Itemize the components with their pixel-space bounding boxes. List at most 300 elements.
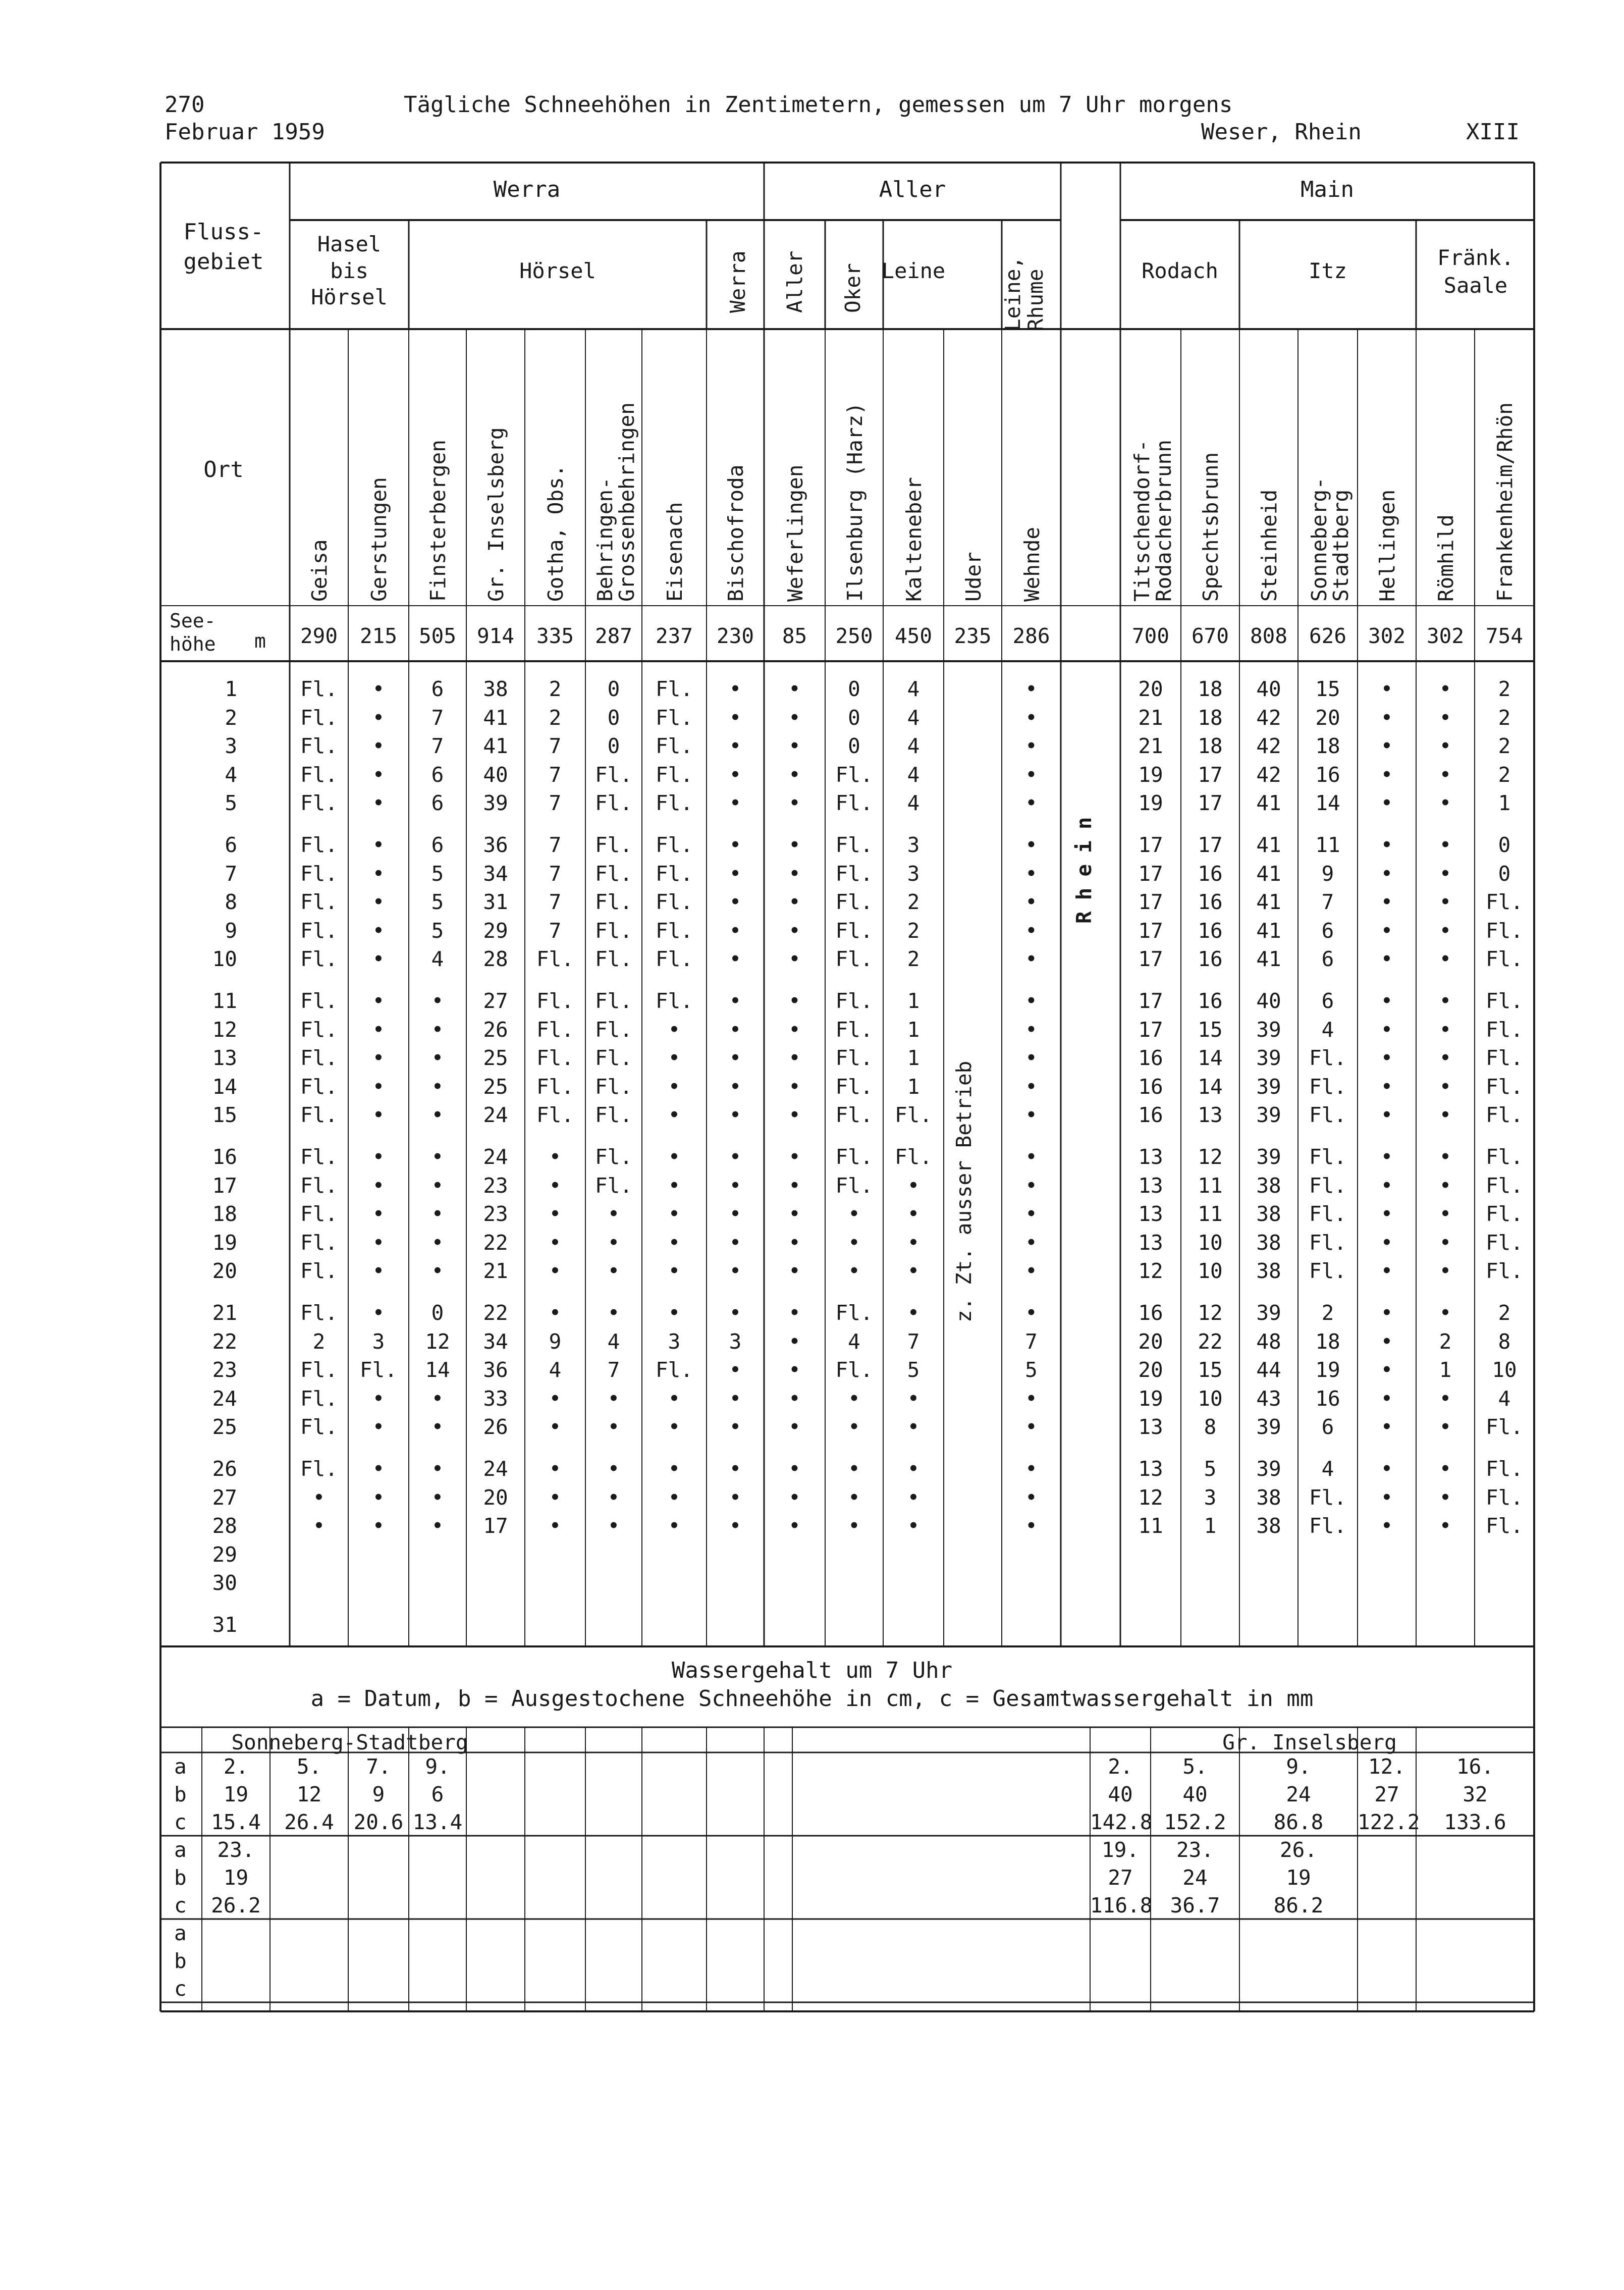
day-number: 10 <box>212 947 237 972</box>
snow-depth-cell: 7 <box>549 791 562 816</box>
snow-depth-cell: • <box>848 1230 860 1255</box>
wg-value: 86.8 <box>1273 1810 1324 1834</box>
day-number: 23 <box>212 1358 237 1382</box>
snow-depth-cell: • <box>668 1259 681 1284</box>
snow-depth-cell: • <box>549 1259 562 1284</box>
snow-depth-cell: • <box>788 705 801 730</box>
wg-value: 86.2 <box>1273 1893 1324 1918</box>
snow-depth-cell: 39 <box>1256 1103 1281 1128</box>
snow-depth-cell: 4 <box>907 791 920 816</box>
snow-depth-cell: Fl. <box>655 734 693 759</box>
station-elevation: 670 <box>1191 624 1229 648</box>
snow-depth-cell: 17 <box>1198 833 1223 857</box>
snow-depth-cell: Fl. <box>835 890 873 915</box>
snow-depth-cell: • <box>1380 1145 1393 1169</box>
snow-depth-cell: • <box>729 1485 742 1510</box>
snow-depth-cell: • <box>729 1358 742 1382</box>
snow-depth-cell: • <box>788 1358 801 1382</box>
snow-depth-cell: • <box>788 734 801 759</box>
snow-depth-cell: 12 <box>1198 1301 1223 1325</box>
group-main: Main <box>1301 177 1354 202</box>
snow-depth-cell: • <box>1025 833 1038 857</box>
snow-depth-cell: 22 <box>483 1301 508 1325</box>
wg-value: 133.6 <box>1444 1810 1506 1834</box>
wg-value: 5. <box>1182 1754 1208 1779</box>
snow-depth-cell: 0 <box>607 705 620 730</box>
region: Weser, Rhein <box>1201 119 1362 145</box>
snow-depth-cell: Fl. <box>1485 1485 1524 1510</box>
snow-depth-cell: Fl. <box>835 1173 873 1198</box>
snow-depth-cell: Fl. <box>300 762 338 787</box>
snow-depth-cell: • <box>1025 1173 1038 1198</box>
snow-depth-cell: • <box>372 1046 385 1071</box>
snow-depth-cell: 17 <box>1138 890 1163 915</box>
snow-depth-cell: • <box>788 1103 801 1128</box>
snow-depth-cell: • <box>788 762 801 787</box>
wg-value: 32 <box>1463 1782 1488 1806</box>
snow-depth-cell: • <box>431 1017 444 1042</box>
snow-depth-cell: • <box>788 677 801 701</box>
snow-depth-cell: 24 <box>483 1145 508 1169</box>
snow-depth-cell: 1 <box>907 989 920 1013</box>
snow-depth-cell: 25 <box>483 1046 508 1071</box>
snow-depth-cell: • <box>431 1230 444 1255</box>
station-name: Finsterbergen <box>426 440 450 602</box>
snow-depth-cell: • <box>1380 1046 1393 1071</box>
snow-depth-cell: • <box>907 1301 920 1325</box>
station-elevation: 302 <box>1426 624 1465 648</box>
snow-depth-cell: 39 <box>1256 1017 1281 1042</box>
snow-depth-cell: 12 <box>1138 1259 1163 1284</box>
snow-depth-cell: 4 <box>907 734 920 759</box>
snow-depth-cell: • <box>729 705 742 730</box>
snow-depth-cell: • <box>549 1202 562 1227</box>
snow-depth-cell: • <box>1380 734 1393 759</box>
snow-depth-cell: 38 <box>1256 1485 1281 1510</box>
snow-depth-cell: 5 <box>431 890 444 915</box>
snow-depth-cell: Fl. <box>300 1046 338 1071</box>
snow-depth-cell: Fl. <box>594 861 633 886</box>
snow-depth-cell: 40 <box>1256 989 1281 1013</box>
snow-depth-cell: 4 <box>1498 1386 1511 1411</box>
snow-depth-cell: • <box>788 947 801 972</box>
snow-depth-cell: Fl. <box>655 705 693 730</box>
station-elevation: 85 <box>782 624 807 648</box>
snow-depth-cell: Fl. <box>655 947 693 972</box>
snow-depth-cell: • <box>1025 1202 1038 1227</box>
snow-depth-cell: • <box>372 861 385 886</box>
station-elevation: 914 <box>476 624 515 648</box>
snow-depth-cell: 14 <box>1198 1074 1223 1099</box>
snow-depth-cell: • <box>1025 1301 1038 1325</box>
snow-depth-cell: • <box>1380 1329 1393 1354</box>
snow-depth-cell: 2 <box>312 1329 326 1354</box>
snow-depth-cell: • <box>1439 1457 1452 1481</box>
snow-depth-cell: 19 <box>1138 1386 1163 1411</box>
snow-depth-cell: 12 <box>1138 1485 1163 1510</box>
snow-depth-cell: 17 <box>483 1514 508 1538</box>
snow-depth-cell: • <box>788 1017 801 1042</box>
snow-depth-cell: 15 <box>1198 1017 1223 1042</box>
section-number: XIII <box>1466 119 1520 145</box>
snow-depth-cell: • <box>607 1415 620 1440</box>
snow-depth-cell: 36 <box>483 1358 508 1382</box>
snow-depth-cell: 4 <box>907 705 920 730</box>
snow-depth-cell: • <box>668 1457 681 1481</box>
snow-depth-cell: • <box>1439 1259 1452 1284</box>
snow-depth-cell: 41 <box>1256 791 1281 816</box>
snow-depth-cell: 2 <box>1498 705 1511 730</box>
snow-depth-cell: Fl. <box>1485 1074 1524 1099</box>
snow-depth-cell: • <box>1380 918 1393 943</box>
snow-depth-cell: 39 <box>1256 1074 1281 1099</box>
snow-depth-cell: • <box>848 1259 860 1284</box>
snow-depth-cell: 41 <box>1256 833 1281 857</box>
snow-depth-cell: 20 <box>1138 1329 1163 1354</box>
snow-depth-cell: Fl. <box>300 1301 338 1325</box>
day-number: 27 <box>212 1485 237 1510</box>
snow-depth-cell: • <box>729 989 742 1013</box>
snow-depth-cell: • <box>729 1386 742 1411</box>
snow-depth-cell: Fl. <box>655 861 693 886</box>
snow-depth-cell: • <box>1380 1514 1393 1538</box>
snow-depth-cell: 40 <box>1256 677 1281 701</box>
snow-depth-cell: Fl. <box>1485 1103 1524 1128</box>
station-elevation: 335 <box>536 624 574 648</box>
station-name: Weferlingen <box>783 464 807 602</box>
wg-value: 142.8 <box>1090 1810 1153 1834</box>
station-elevation: 286 <box>1012 624 1050 648</box>
snow-depth-cell: 17 <box>1138 1017 1163 1042</box>
snow-depth-cell: • <box>788 989 801 1013</box>
snow-depth-cell: 21 <box>483 1259 508 1284</box>
snow-depth-cell: Fl. <box>835 918 873 943</box>
snow-depth-cell: 1 <box>907 1046 920 1071</box>
snow-depth-cell: Fl. <box>835 1046 873 1071</box>
day-number: 31 <box>212 1613 237 1637</box>
wg-value: 9. <box>425 1754 450 1779</box>
wg-value: 12. <box>1368 1754 1406 1779</box>
group-werra: Werra <box>493 177 561 202</box>
snow-depth-cell: • <box>1380 1457 1393 1481</box>
subgroup-aller-rotated: Aller <box>783 250 807 313</box>
snow-depth-cell: Fl. <box>359 1358 398 1382</box>
snow-depth-cell: • <box>1025 1386 1038 1411</box>
snow-depth-cell: 5 <box>1025 1358 1038 1382</box>
wg-value: 24 <box>1182 1866 1208 1890</box>
snow-depth-cell: • <box>372 734 385 759</box>
snow-depth-cell: 39 <box>1256 1145 1281 1169</box>
snow-depth-cell: • <box>1380 1358 1393 1382</box>
subgroup-fraenk-saale: Fränk. Saale <box>1437 245 1514 298</box>
snow-depth-cell: • <box>1380 677 1393 701</box>
snow-depth-cell: 17 <box>1138 918 1163 943</box>
snow-depth-cell: 0 <box>1498 833 1511 857</box>
snow-depth-cell: 48 <box>1256 1329 1281 1354</box>
snow-depth-cell: Fl. <box>835 1103 873 1128</box>
day-number: 13 <box>212 1046 237 1071</box>
wg-row-label: a <box>174 1921 187 1945</box>
subgroup-rodach: Rodach <box>1142 258 1218 283</box>
snow-depth-cell: 1 <box>907 1074 920 1099</box>
snow-depth-cell: • <box>729 1202 742 1227</box>
snow-depth-cell: • <box>729 1074 742 1099</box>
day-number: 20 <box>212 1259 237 1284</box>
snow-depth-cell: 2 <box>549 677 562 701</box>
snow-depth-cell: • <box>1380 1074 1393 1099</box>
snow-depth-cell: 10 <box>1198 1386 1223 1411</box>
snow-depth-cell: • <box>1439 1074 1452 1099</box>
wg-value: 26. <box>1279 1838 1318 1862</box>
snow-depth-cell: • <box>1439 1145 1452 1169</box>
snow-depth-cell: Fl. <box>1309 1485 1347 1510</box>
snow-depth-cell: • <box>1380 1301 1393 1325</box>
snow-depth-cell: 41 <box>1256 947 1281 972</box>
wassergehalt-legend: a = Datum, b = Ausgestochene Schneehöhe in cm, c = Gesamtwassergehalt in mm <box>310 1686 1314 1712</box>
snow-depth-cell: • <box>1439 918 1452 943</box>
day-number: 25 <box>212 1415 237 1440</box>
snow-depth-cell: Fl. <box>1309 1103 1347 1128</box>
snow-depth-cell: 38 <box>1256 1514 1281 1538</box>
wg-value: 19. <box>1101 1838 1140 1862</box>
snow-depth-cell: Fl. <box>655 833 693 857</box>
wg-row-label: c <box>174 1893 187 1918</box>
snow-depth-cell: 15 <box>1315 677 1340 701</box>
snow-depth-cell: • <box>431 1202 444 1227</box>
snow-depth-cell: 22 <box>1198 1329 1223 1354</box>
snow-depth-cell: • <box>788 1301 801 1325</box>
snow-depth-cell: Fl. <box>835 833 873 857</box>
snow-depth-cell: • <box>729 1017 742 1042</box>
snow-depth-cell: 38 <box>1256 1259 1281 1284</box>
snow-depth-cell: 16 <box>1315 1386 1340 1411</box>
snow-depth-cell: • <box>907 1259 920 1284</box>
snow-depth-cell: • <box>1025 705 1038 730</box>
day-number: 30 <box>212 1571 237 1595</box>
snow-depth-cell: • <box>729 734 742 759</box>
day-number: 21 <box>212 1301 237 1325</box>
snow-depth-cell: 6 <box>1321 947 1334 972</box>
snow-depth-cell: • <box>431 1074 444 1099</box>
wg-value: 23. <box>217 1838 255 1862</box>
day-number: 8 <box>225 890 237 915</box>
snow-depth-cell: • <box>668 1103 681 1128</box>
snow-depth-cell: • <box>372 1457 385 1481</box>
snow-depth-cell: • <box>1380 1103 1393 1128</box>
snow-depth-cell: 44 <box>1256 1358 1281 1382</box>
snow-depth-cell: • <box>1025 1145 1038 1169</box>
day-number: 18 <box>212 1202 237 1227</box>
snow-depth-cell: • <box>729 1301 742 1325</box>
station-elevation: 230 <box>716 624 754 648</box>
snow-depth-cell: Fl. <box>300 833 338 857</box>
station-elevation: 237 <box>655 624 693 648</box>
snow-depth-cell: 23 <box>483 1173 508 1198</box>
snow-depth-cell: 16 <box>1198 918 1223 943</box>
snow-depth-cell: • <box>668 1074 681 1099</box>
snow-depth-cell: • <box>729 762 742 787</box>
snow-depth-cell: Fl. <box>594 1103 633 1128</box>
snow-depth-cell: • <box>372 1415 385 1440</box>
snow-depth-cell: • <box>788 1415 801 1440</box>
snow-depth-cell: 39 <box>1256 1301 1281 1325</box>
snow-depth-cell: 17 <box>1198 762 1223 787</box>
wg-value: 7. <box>366 1754 391 1779</box>
snow-depth-cell: • <box>1380 989 1393 1013</box>
day-number: 4 <box>225 762 237 787</box>
wg-value: 2. <box>223 1754 249 1779</box>
station-name: Kalteneber <box>902 477 926 602</box>
snow-depth-cell: Fl. <box>1309 1230 1347 1255</box>
station-name: Gr. Inselsberg <box>484 427 508 602</box>
wassergehalt-title: Wassergehalt um 7 Uhr <box>671 1658 953 1683</box>
snow-depth-cell: • <box>549 1145 562 1169</box>
station-elevation: 808 <box>1250 624 1288 648</box>
snow-depth-cell: • <box>1025 1259 1038 1284</box>
snow-depth-cell: Fl. <box>655 890 693 915</box>
snow-depth-cell: • <box>907 1514 920 1538</box>
wg-row-label: b <box>174 1949 187 1973</box>
wg-value: 19 <box>223 1782 249 1806</box>
snow-depth-cell: • <box>607 1230 620 1255</box>
snow-depth-cell: Fl. <box>1485 1514 1524 1538</box>
snow-depth-cell: Fl. <box>536 989 574 1013</box>
snow-depth-cell: 7 <box>549 861 562 886</box>
group-aller: Aller <box>879 177 946 202</box>
snow-depth-cell: 11 <box>1315 833 1340 857</box>
wg-value: 19 <box>1286 1866 1311 1890</box>
wg-value: 24 <box>1286 1782 1311 1806</box>
snow-depth-cell: Fl. <box>594 918 633 943</box>
snow-depth-cell: 7 <box>1025 1329 1038 1354</box>
snow-depth-cell: • <box>431 1145 444 1169</box>
snow-depth-cell: 5 <box>1204 1457 1217 1481</box>
snow-depth-cell: 20 <box>483 1485 508 1510</box>
snow-depth-cell: 16 <box>1138 1074 1163 1099</box>
snow-depth-cell: • <box>431 1046 444 1071</box>
day-number: 22 <box>212 1329 237 1354</box>
snow-depth-cell: 7 <box>431 734 444 759</box>
snow-depth-cell: Fl. <box>1485 918 1524 943</box>
snow-depth-cell: • <box>1439 762 1452 787</box>
snow-depth-cell: 2 <box>1498 762 1511 787</box>
snow-depth-cell: Fl. <box>835 1301 873 1325</box>
snow-depth-cell: 5 <box>907 1358 920 1382</box>
snow-depth-cell: Fl. <box>536 1017 574 1042</box>
snow-depth-cell: 13 <box>1138 1230 1163 1255</box>
snow-depth-cell: • <box>668 1386 681 1411</box>
snow-depth-cell: 22 <box>483 1230 508 1255</box>
snow-depth-cell: • <box>668 1046 681 1071</box>
snow-depth-cell: 0 <box>848 677 860 701</box>
snow-depth-cell: • <box>1025 1103 1038 1128</box>
snow-depth-cell: • <box>431 1415 444 1440</box>
snow-depth-cell: 42 <box>1256 762 1281 787</box>
snow-depth-cell: 17 <box>1138 947 1163 972</box>
snow-depth-cell: • <box>848 1202 860 1227</box>
snow-depth-cell: • <box>372 1202 385 1227</box>
wg-value: 2. <box>1108 1754 1133 1779</box>
snow-depth-cell: • <box>372 791 385 816</box>
snow-depth-cell: Fl. <box>1485 1230 1524 1255</box>
snow-depth-cell: 5 <box>431 861 444 886</box>
snow-depth-cell: • <box>1025 861 1038 886</box>
snow-depth-cell: • <box>788 833 801 857</box>
snow-depth-cell: • <box>1439 677 1452 701</box>
snow-depth-cell: 0 <box>848 734 860 759</box>
snow-depth-cell: • <box>788 1386 801 1411</box>
snow-depth-cell: 14 <box>1315 791 1340 816</box>
snow-depth-cell: • <box>729 1103 742 1128</box>
wg-value: 152.2 <box>1164 1810 1226 1834</box>
seehoehe-unit: m <box>254 630 266 652</box>
snow-depth-cell: Fl. <box>300 918 338 943</box>
snow-depth-cell: Fl. <box>300 989 338 1013</box>
snow-depth-cell: 7 <box>549 762 562 787</box>
station-elevation: 250 <box>835 624 873 648</box>
day-number: 5 <box>225 791 237 816</box>
snow-depth-cell: 41 <box>483 734 508 759</box>
snow-depth-cell: • <box>431 1457 444 1481</box>
snow-depth-cell: 18 <box>1198 677 1223 701</box>
snow-depth-cell: • <box>431 1514 444 1538</box>
snow-depth-cell: • <box>431 989 444 1013</box>
snow-depth-cell: • <box>1439 947 1452 972</box>
wg-value: 19 <box>223 1866 249 1890</box>
snow-depth-cell: Fl. <box>655 762 693 787</box>
station-name: Uder <box>961 552 986 602</box>
snow-depth-cell: • <box>907 1415 920 1440</box>
snow-depth-cell: • <box>1439 1230 1452 1255</box>
station-name: Ilsenburg (Harz) <box>842 402 867 602</box>
snow-depth-cell: 34 <box>483 1329 508 1354</box>
snow-depth-cell: • <box>1380 1386 1393 1411</box>
snow-depth-cell: 11 <box>1198 1173 1223 1198</box>
snow-depth-cell: • <box>372 705 385 730</box>
snow-depth-cell: • <box>907 1173 920 1198</box>
subgroup-oker-rotated: Oker <box>841 263 865 313</box>
snow-depth-cell: 17 <box>1198 791 1223 816</box>
snow-depth-cell: 26 <box>483 1017 508 1042</box>
snow-depth-cell: • <box>1025 1485 1038 1510</box>
snow-depth-cell: • <box>1380 833 1393 857</box>
snow-depth-cell: 7 <box>549 833 562 857</box>
snow-depth-cell: Fl. <box>835 861 873 886</box>
snow-depth-cell: Fl. <box>1485 1173 1524 1198</box>
snow-depth-cell: Fl. <box>300 1202 338 1227</box>
snow-depth-cell: • <box>729 1457 742 1481</box>
snow-depth-cell: 41 <box>1256 890 1281 915</box>
wg-value: 6 <box>431 1782 444 1806</box>
snow-depth-cell: 13 <box>1138 1457 1163 1481</box>
station-name: Spechtsbrunn <box>1199 452 1223 602</box>
snow-depth-cell: • <box>1380 1485 1393 1510</box>
snow-depth-cell: • <box>607 1259 620 1284</box>
wg-value: 5. <box>296 1754 322 1779</box>
snow-depth-cell: • <box>668 1017 681 1042</box>
snow-depth-cell: Fl. <box>655 677 693 701</box>
snow-depth-cell: • <box>907 1457 920 1481</box>
snow-depth-cell: • <box>848 1386 860 1411</box>
snow-depth-cell: 6 <box>1321 918 1334 943</box>
snow-depth-cell: 17 <box>1138 989 1163 1013</box>
snow-depth-cell: 34 <box>483 861 508 886</box>
snow-depth-cell: Fl. <box>894 1145 933 1169</box>
snow-depth-cell: 31 <box>483 890 508 915</box>
snow-depth-cell: Fl. <box>835 1074 873 1099</box>
snow-depth-cell: • <box>729 833 742 857</box>
snow-depth-cell: Fl. <box>594 947 633 972</box>
